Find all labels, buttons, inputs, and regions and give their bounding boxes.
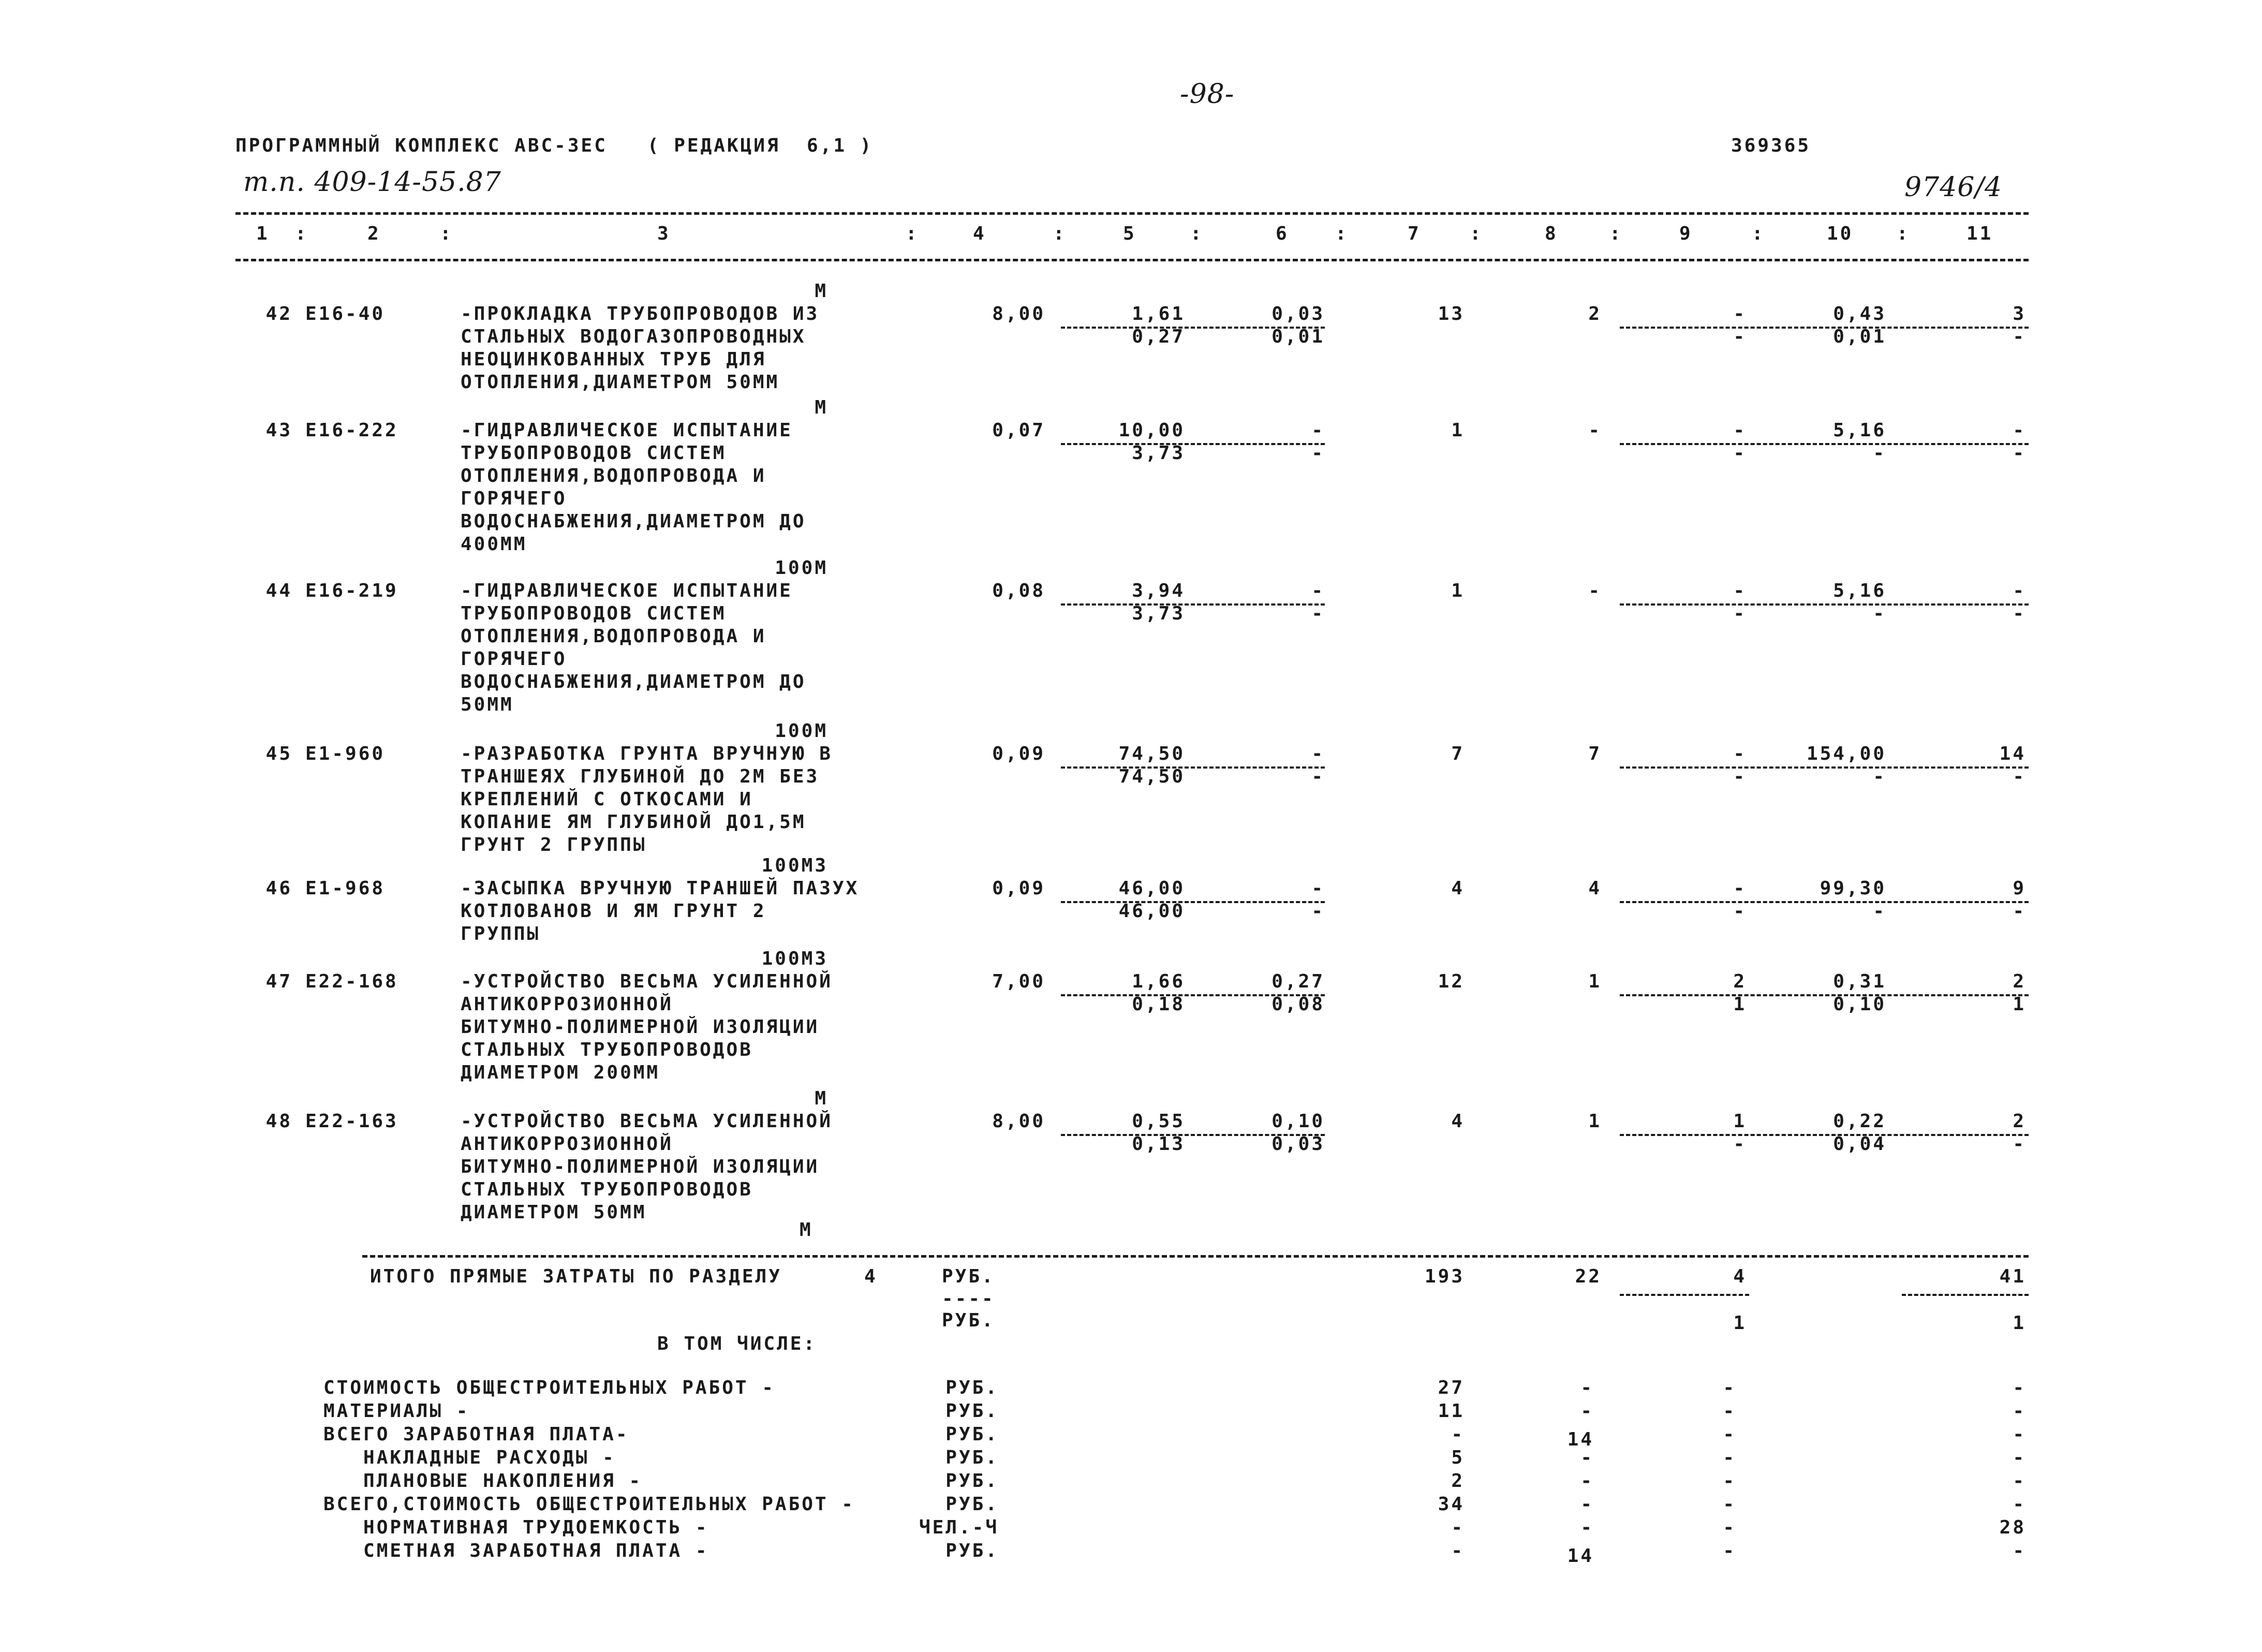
row-unit-label: 100М xyxy=(775,557,828,579)
row-col5: 10,00 xyxy=(1118,420,1185,441)
row-col5-sub: 3,73 xyxy=(1132,443,1185,464)
summary-label: НОРМАТИВНАЯ ТРУДОЕМКОСТЬ - xyxy=(323,1517,709,1538)
row-unit-label: 100М3 xyxy=(761,855,828,876)
row-col9: - xyxy=(1733,420,1747,441)
column-separator: : xyxy=(1190,223,1204,244)
row-description-line: ГОРЯЧЕГО xyxy=(461,488,567,509)
totals-col8: 22 xyxy=(1575,1266,1602,1287)
row-col6-sub: 0,01 xyxy=(1272,326,1325,347)
column-separator: : xyxy=(1335,223,1349,244)
column-header-2: 2 xyxy=(367,223,381,244)
row-description-line: СТАЛЬНЫХ ТРУБОПРОВОДОВ xyxy=(461,1039,753,1060)
row-col11-sub: - xyxy=(2013,443,2026,464)
totals-label: ИТОГО ПРЯМЫЕ ЗАТРАТЫ ПО РАЗДЕЛУ xyxy=(370,1266,782,1287)
summary-col11: 28 xyxy=(1999,1517,2026,1538)
totals-separator xyxy=(1620,1294,1749,1296)
row-description-line: СТАЛЬНЫХ ТРУБОПРОВОДОВ xyxy=(461,1179,753,1200)
summary-col8: - xyxy=(1580,1377,1594,1398)
summary-col8: - xyxy=(1580,1447,1594,1468)
summary-col9: - xyxy=(1723,1447,1736,1468)
row-description-line: -УСТРОЙСТВО ВЕСЬМА УСИЛЕННОЙ xyxy=(461,971,833,992)
row-col10: 0,31 xyxy=(1833,971,1886,992)
column-header-1: 1 xyxy=(256,223,270,244)
row-col7: 7 xyxy=(1451,743,1465,764)
row-col5: 3,94 xyxy=(1132,580,1185,601)
row-code: Е1-968 xyxy=(305,878,386,899)
row-col7: 1 xyxy=(1451,580,1465,601)
row-col6: - xyxy=(1311,420,1325,441)
row-description-line: ОТОПЛЕНИЯ,ВОДОПРОВОДА И xyxy=(461,465,766,486)
summary-col7: 11 xyxy=(1438,1400,1465,1422)
totals-section: 4 xyxy=(864,1266,878,1287)
summary-col7: 27 xyxy=(1438,1377,1465,1398)
row-col9: - xyxy=(1733,878,1747,899)
summary-col11: - xyxy=(2013,1400,2026,1422)
totals-col7: 193 xyxy=(1424,1266,1465,1287)
row-description-line: -ГИДРАВЛИЧЕСКОЕ ИСПЫТАНИЕ xyxy=(461,420,793,441)
row-col5-sub: 46,00 xyxy=(1118,901,1185,922)
row-description-line: КОТЛОВАНОВ И ЯМ ГРУНТ 2 xyxy=(461,901,766,922)
column-separator: : xyxy=(1609,223,1623,244)
row-number: 44 xyxy=(265,580,292,601)
summary-unit: РУБ. xyxy=(945,1470,999,1492)
summary-col8: - xyxy=(1580,1400,1594,1422)
summary-col8: - xyxy=(1580,1517,1594,1538)
summary-unit: РУБ. xyxy=(945,1494,999,1515)
row-col9-sub: - xyxy=(1733,603,1747,624)
row-col6: 0,27 xyxy=(1272,971,1325,992)
row-code: Е1-960 xyxy=(305,743,386,764)
row-col5: 0,55 xyxy=(1132,1111,1185,1132)
row-col7: 4 xyxy=(1451,1111,1465,1132)
row-col9-sub: - xyxy=(1733,766,1747,787)
summary-col7: 34 xyxy=(1438,1494,1465,1515)
row-col4: 0,08 xyxy=(992,580,1045,601)
row-description-line: -РАЗРАБОТКА ГРУНТА ВРУЧНУЮ В xyxy=(461,743,833,764)
row-separator xyxy=(1620,1134,2029,1136)
row-col9: - xyxy=(1733,580,1747,601)
row-description-line: АНТИКОРРОЗИОННОЙ xyxy=(461,1133,673,1155)
column-separator: : xyxy=(1752,223,1765,244)
summary-unit: РУБ. xyxy=(945,1447,999,1468)
summary-col11: - xyxy=(2013,1494,2026,1515)
summary-label: СМЕТНАЯ ЗАРАБОТНАЯ ПЛАТА - xyxy=(323,1540,709,1561)
row-col11-sub: - xyxy=(2013,1133,2026,1155)
column-header-8: 8 xyxy=(1545,223,1558,244)
row-unit-label: М xyxy=(815,1088,828,1109)
row-separator xyxy=(1620,327,2029,329)
column-separator: : xyxy=(1470,223,1483,244)
row-col11: 2 xyxy=(2013,971,2026,992)
row-description-line: ТРУБОПРОВОДОВ СИСТЕМ xyxy=(461,443,727,464)
row-unit-label: 100М3 xyxy=(761,948,828,969)
summary-col11: - xyxy=(2013,1540,2026,1561)
row-description-line: ВОДОСНАБЖЕНИЯ,ДИАМЕТРОМ ДО xyxy=(461,671,806,692)
row-col6-sub: - xyxy=(1311,766,1325,787)
program-title: ПРОГРАММНЫЙ КОМПЛЕКС АВС-3ЕС ( РЕДАКЦИЯ 6,1 ) xyxy=(235,135,874,156)
column-header-7: 7 xyxy=(1408,223,1421,244)
row-col10-sub: - xyxy=(1873,603,1886,624)
row-col5-sub: 0,27 xyxy=(1132,326,1185,347)
row-col9-sub: - xyxy=(1733,326,1747,347)
row-col10-sub: 0,10 xyxy=(1833,994,1886,1015)
column-separator: : xyxy=(1897,223,1910,244)
row-col5-sub: 74,50 xyxy=(1118,766,1185,787)
row-col6-sub: 0,08 xyxy=(1272,994,1325,1015)
row-description-line: -УСТРОЙСТВО ВЕСЬМА УСИЛЕННОЙ xyxy=(461,1111,833,1132)
row-col10-sub: - xyxy=(1873,766,1886,787)
row-col6: - xyxy=(1311,580,1325,601)
summary-col11: - xyxy=(2013,1377,2026,1398)
row-col4: 7,00 xyxy=(992,971,1045,992)
row-description-line: АНТИКОРРОЗИОННОЙ xyxy=(461,994,673,1015)
row-col5-sub: 0,18 xyxy=(1132,994,1185,1015)
column-header-5: 5 xyxy=(1123,223,1136,244)
row-col11-sub: - xyxy=(2013,901,2026,922)
row-col9-sub: 1 xyxy=(1733,994,1747,1015)
row-description-line: ВОДОСНАБЖЕНИЯ,ДИАМЕТРОМ ДО xyxy=(461,511,806,532)
row-col5-sub: 3,73 xyxy=(1132,603,1185,624)
row-separator xyxy=(1061,901,1325,903)
summary-col9: - xyxy=(1723,1470,1736,1492)
row-number: 45 xyxy=(265,743,292,764)
summary-col8: - xyxy=(1580,1494,1594,1515)
totals-unit: РУБ. xyxy=(942,1266,995,1287)
row-separator xyxy=(1620,901,2029,903)
row-col11: - xyxy=(2013,580,2026,601)
summary-col11: - xyxy=(2013,1470,2026,1492)
row-col5: 74,50 xyxy=(1118,743,1185,764)
row-description-line: КРЕПЛЕНИЙ С ОТКОСАМИ И xyxy=(461,789,753,810)
row-description-line: ГОРЯЧЕГО xyxy=(461,648,567,670)
row-col8: - xyxy=(1588,420,1602,441)
column-header-10: 10 xyxy=(1827,223,1854,244)
row-unit-label: 100М xyxy=(775,720,828,742)
row-separator xyxy=(1620,603,2029,606)
column-header-4: 4 xyxy=(973,223,986,244)
row-description-line: 400ММ xyxy=(461,534,527,555)
handwritten-project-code: т.п. 409-14-55.87 xyxy=(243,167,501,198)
totals-rule xyxy=(362,1255,2029,1258)
totals-col11-sub: 1 xyxy=(2013,1312,2026,1334)
row-col4: 0,09 xyxy=(992,878,1045,899)
summary-unit: РУБ. xyxy=(945,1424,999,1445)
row-col9-sub: - xyxy=(1733,901,1747,922)
row-description-line: ОТОПЛЕНИЯ,ВОДОПРОВОДА И xyxy=(461,626,766,647)
row-description-line: ТРАНШЕЯХ ГЛУБИНОЙ ДО 2М БЕЗ xyxy=(461,766,820,787)
row-col8: 4 xyxy=(1588,878,1602,899)
row-col4: 8,00 xyxy=(992,303,1045,325)
summary-col8: 14 xyxy=(1567,1429,1594,1450)
summary-col7: - xyxy=(1451,1540,1465,1561)
row-description-line: НЕОЦИНКОВАННЫХ ТРУБ ДЛЯ xyxy=(461,349,766,370)
row-col11: 2 xyxy=(2013,1111,2026,1132)
row-col11-sub: - xyxy=(2013,603,2026,624)
row-description-line: -ПРОКЛАДКА ТРУБОПРОВОДОВ ИЗ xyxy=(461,303,820,325)
summary-col9: - xyxy=(1723,1400,1736,1422)
row-col6: - xyxy=(1311,878,1325,899)
summary-col9: - xyxy=(1723,1424,1736,1445)
row-col11: - xyxy=(2013,420,2026,441)
row-col4: 8,00 xyxy=(992,1111,1045,1132)
summary-label: МАТЕРИАЛЫ - xyxy=(323,1400,470,1422)
summary-col8: - xyxy=(1580,1470,1594,1492)
column-header-3: 3 xyxy=(657,223,671,244)
column-separator: : xyxy=(295,223,308,244)
row-description-line: ДИАМЕТРОМ 200ММ xyxy=(461,1062,660,1083)
row-col11-sub: - xyxy=(2013,766,2026,787)
row-code: Е22-168 xyxy=(305,971,398,992)
row-col10: 99,30 xyxy=(1820,878,1886,899)
row-col4: 0,09 xyxy=(992,743,1045,764)
row-description-line: ОТОПЛЕНИЯ,ДИАМЕТРОМ 50ММ xyxy=(461,372,780,393)
row-unit-label: М xyxy=(815,281,828,302)
row-col6: - xyxy=(1311,743,1325,764)
totals-col9-sub: 1 xyxy=(1733,1312,1747,1334)
row-col10: 0,43 xyxy=(1833,303,1886,325)
row-code: Е16-40 xyxy=(305,303,386,325)
column-header-11: 11 xyxy=(1967,223,1993,244)
row-description-line: ДИАМЕТРОМ 50ММ xyxy=(461,1202,647,1223)
summary-col7: - xyxy=(1451,1424,1465,1445)
row-col6-sub: - xyxy=(1311,443,1325,464)
row-col4: 0,07 xyxy=(992,420,1045,441)
summary-unit: ЧЕЛ.-Ч xyxy=(919,1517,999,1538)
row-col11-sub: 1 xyxy=(2013,994,2026,1015)
row-col8: 2 xyxy=(1588,303,1602,325)
totals-col11: 41 xyxy=(1999,1266,2026,1287)
row-col11: 3 xyxy=(2013,303,2026,325)
row-col6-sub: 0,03 xyxy=(1272,1133,1325,1155)
row-col9: - xyxy=(1733,303,1747,325)
row-description-line: БИТУМНО-ПОЛИМЕРНОЙ ИЗОЛЯЦИИ xyxy=(461,1016,820,1038)
row-col6-sub: - xyxy=(1311,603,1325,624)
row-separator xyxy=(1061,443,1325,445)
summary-col8: 14 xyxy=(1567,1545,1594,1567)
row-code: Е16-222 xyxy=(305,420,398,441)
column-header-6: 6 xyxy=(1276,223,1289,244)
row-number: 42 xyxy=(265,303,292,325)
summary-col11: - xyxy=(2013,1424,2026,1445)
summary-unit: РУБ. xyxy=(945,1377,999,1398)
column-header-9: 9 xyxy=(1679,223,1693,244)
row-col5: 1,61 xyxy=(1132,303,1185,325)
last-unit-label: М xyxy=(800,1219,813,1241)
row-description-line: БИТУМНО-ПОЛИМЕРНОЙ ИЗОЛЯЦИИ xyxy=(461,1156,820,1177)
summary-label: СТОИМОСТЬ ОБЩЕСТРОИТЕЛЬНЫХ РАБОТ - xyxy=(323,1377,775,1398)
totals-separator xyxy=(1902,1294,2029,1296)
row-separator xyxy=(1061,766,1325,769)
document-code: 369365 xyxy=(1731,135,1811,156)
row-description-line: -ГИДРАВЛИЧЕСКОЕ ИСПЫТАНИЕ xyxy=(461,580,793,601)
row-description-line: -ЗАСЫПКА ВРУЧНУЮ ТРАНШЕЙ ПАЗУХ xyxy=(461,878,860,899)
row-col5-sub: 0,13 xyxy=(1132,1133,1185,1155)
totals-unit-second: РУБ. xyxy=(942,1310,995,1331)
row-col9-sub: - xyxy=(1733,1133,1747,1155)
row-code: Е22-163 xyxy=(305,1111,398,1132)
summary-label: ВСЕГО,СТОИМОСТЬ ОБЩЕСТРОИТЕЛЬНЫХ РАБОТ - xyxy=(323,1494,855,1515)
row-col10: 154,00 xyxy=(1806,743,1886,764)
column-separator: : xyxy=(906,223,919,244)
row-col7: 4 xyxy=(1451,878,1465,899)
row-col7: 13 xyxy=(1438,303,1465,325)
summary-col9: - xyxy=(1723,1540,1736,1561)
summary-label: ПЛАНОВЫЕ НАКОПЛЕНИЯ - xyxy=(323,1470,643,1492)
summary-col7: 5 xyxy=(1451,1447,1465,1468)
row-description-line: ТРУБОПРОВОДОВ СИСТЕМ xyxy=(461,603,727,624)
summary-label: ВСЕГО ЗАРАБОТНАЯ ПЛАТА- xyxy=(323,1424,629,1445)
summary-unit: РУБ. xyxy=(945,1400,999,1422)
summary-unit: РУБ. xyxy=(945,1540,999,1561)
row-description-line: 50ММ xyxy=(461,694,514,715)
summary-col9: - xyxy=(1723,1377,1736,1398)
row-col5: 1,66 xyxy=(1132,971,1185,992)
row-col8: - xyxy=(1588,580,1602,601)
row-col10-sub: 0,04 xyxy=(1833,1133,1886,1155)
row-col9: 2 xyxy=(1733,971,1747,992)
row-description-line: КОПАНИЕ ЯМ ГЛУБИНОЙ ДО1,5М xyxy=(461,812,806,833)
row-col11: 14 xyxy=(1999,743,2026,764)
row-number: 47 xyxy=(265,971,292,992)
summary-label: НАКЛАДНЫЕ РАСХОДЫ - xyxy=(323,1447,616,1468)
row-number: 46 xyxy=(265,878,292,899)
row-col8: 1 xyxy=(1588,1111,1602,1132)
row-separator xyxy=(1620,443,2029,445)
row-col7: 1 xyxy=(1451,420,1465,441)
row-separator xyxy=(1061,603,1325,606)
row-separator xyxy=(1620,766,2029,769)
totals-col9: 4 xyxy=(1733,1266,1747,1287)
column-separator: : xyxy=(440,223,453,244)
summary-col9: - xyxy=(1723,1494,1736,1515)
row-col7: 12 xyxy=(1438,971,1465,992)
summary-col9: - xyxy=(1723,1517,1736,1538)
row-col10-sub: - xyxy=(1873,443,1886,464)
row-description-line: ГРУНТ 2 ГРУППЫ xyxy=(461,834,647,856)
row-col10: 0,22 xyxy=(1833,1111,1886,1132)
totals-unit-separator: ---- xyxy=(942,1288,995,1309)
row-description-line: ГРУППЫ xyxy=(461,923,541,945)
row-number: 43 xyxy=(265,420,292,441)
row-col6: 0,10 xyxy=(1272,1111,1325,1132)
row-unit-label: М xyxy=(815,397,828,418)
row-col9: - xyxy=(1733,743,1747,764)
row-col6: 0,03 xyxy=(1272,303,1325,325)
row-col10-sub: 0,01 xyxy=(1833,326,1886,347)
row-col5: 46,00 xyxy=(1118,878,1185,899)
row-col8: 1 xyxy=(1588,971,1602,992)
row-col10-sub: - xyxy=(1873,901,1886,922)
row-code: Е16-219 xyxy=(305,580,398,601)
summary-col7: 2 xyxy=(1451,1470,1465,1492)
in-that-heading: В ТОМ ЧИСЛЕ: xyxy=(657,1333,817,1354)
row-col11-sub: - xyxy=(2013,326,2026,347)
column-separator: : xyxy=(1053,223,1067,244)
row-col9-sub: - xyxy=(1733,443,1747,464)
row-description-line: СТАЛЬНЫХ ВОДОГАЗОПРОВОДНЫХ xyxy=(461,326,806,347)
header-rule-bottom xyxy=(235,259,2029,261)
summary-col7: - xyxy=(1451,1517,1465,1538)
row-number: 48 xyxy=(265,1111,292,1132)
page-number: -98- xyxy=(1180,79,1235,110)
row-col10: 5,16 xyxy=(1833,580,1886,601)
row-col10: 5,16 xyxy=(1833,420,1886,441)
handwritten-sheet-code: 9746/4 xyxy=(1904,172,2002,203)
row-col8: 7 xyxy=(1588,743,1602,764)
row-col9: 1 xyxy=(1733,1111,1747,1132)
summary-col11: - xyxy=(2013,1447,2026,1468)
row-col6-sub: - xyxy=(1311,901,1325,922)
row-separator xyxy=(1620,994,2029,996)
header-rule-top xyxy=(235,212,2029,215)
row-col11: 9 xyxy=(2013,878,2026,899)
